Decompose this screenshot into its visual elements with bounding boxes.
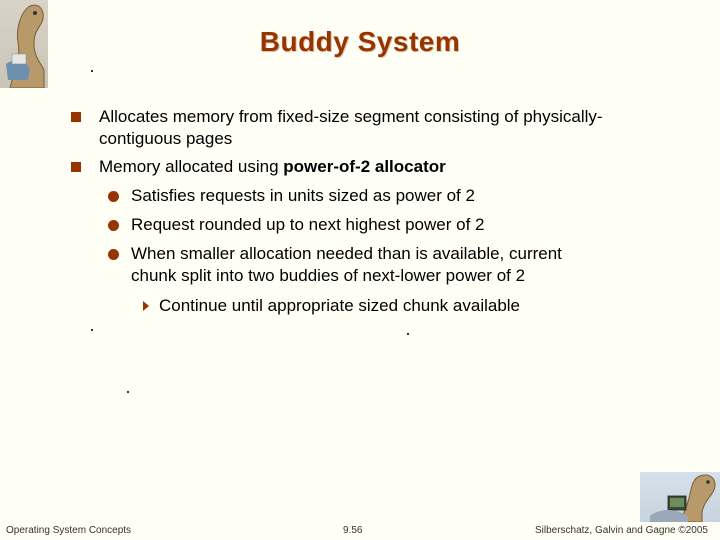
sub-sub-bullet-text: Continue until appropriate sized chunk available [159, 296, 521, 315]
slide-title: Buddy System [259, 26, 461, 57]
footer-page-number: 9.56 [343, 525, 363, 536]
bullet-text: Memory allocated using [99, 157, 284, 176]
stray-dot [91, 329, 93, 331]
footer-left: Operating System Concepts [6, 525, 132, 536]
triangle-bullet-icon [143, 301, 149, 311]
stray-dot [91, 70, 93, 72]
bullet-item [99, 156, 446, 178]
sub-bullet-item [131, 243, 601, 287]
dinosaur-logo-icon [640, 472, 720, 522]
circle-bullet-icon [108, 191, 119, 202]
sub-bullet-item [131, 214, 484, 236]
circle-bullet-icon [108, 249, 119, 260]
sub-bullet-text: When smaller allocation needed than is available, current chunk split into two buddies of next-lower power of 2 [131, 244, 562, 285]
bullet-bold-text: power-of-2 allocator [283, 157, 446, 176]
stray-dot [127, 391, 129, 393]
sub-bullet-text: Request rounded up to next highest power of 2 [131, 215, 485, 234]
bullet-text: Allocates memory from fixed-size segment consisting of physically-contiguous pages [99, 107, 603, 148]
square-bullet-icon [71, 162, 81, 172]
circle-bullet-icon [108, 220, 119, 231]
sub-bullet-text: Satisfies requests in units sized as power of 2 [131, 186, 475, 205]
sub-bullet-item [131, 185, 475, 207]
stray-dot [407, 333, 409, 335]
square-bullet-icon [71, 112, 81, 122]
footer-copyright: Silberschatz, Galvin and Gagne ©2005 [534, 525, 708, 536]
bullet-item [99, 106, 659, 150]
sub-sub-bullet-item [159, 295, 520, 317]
